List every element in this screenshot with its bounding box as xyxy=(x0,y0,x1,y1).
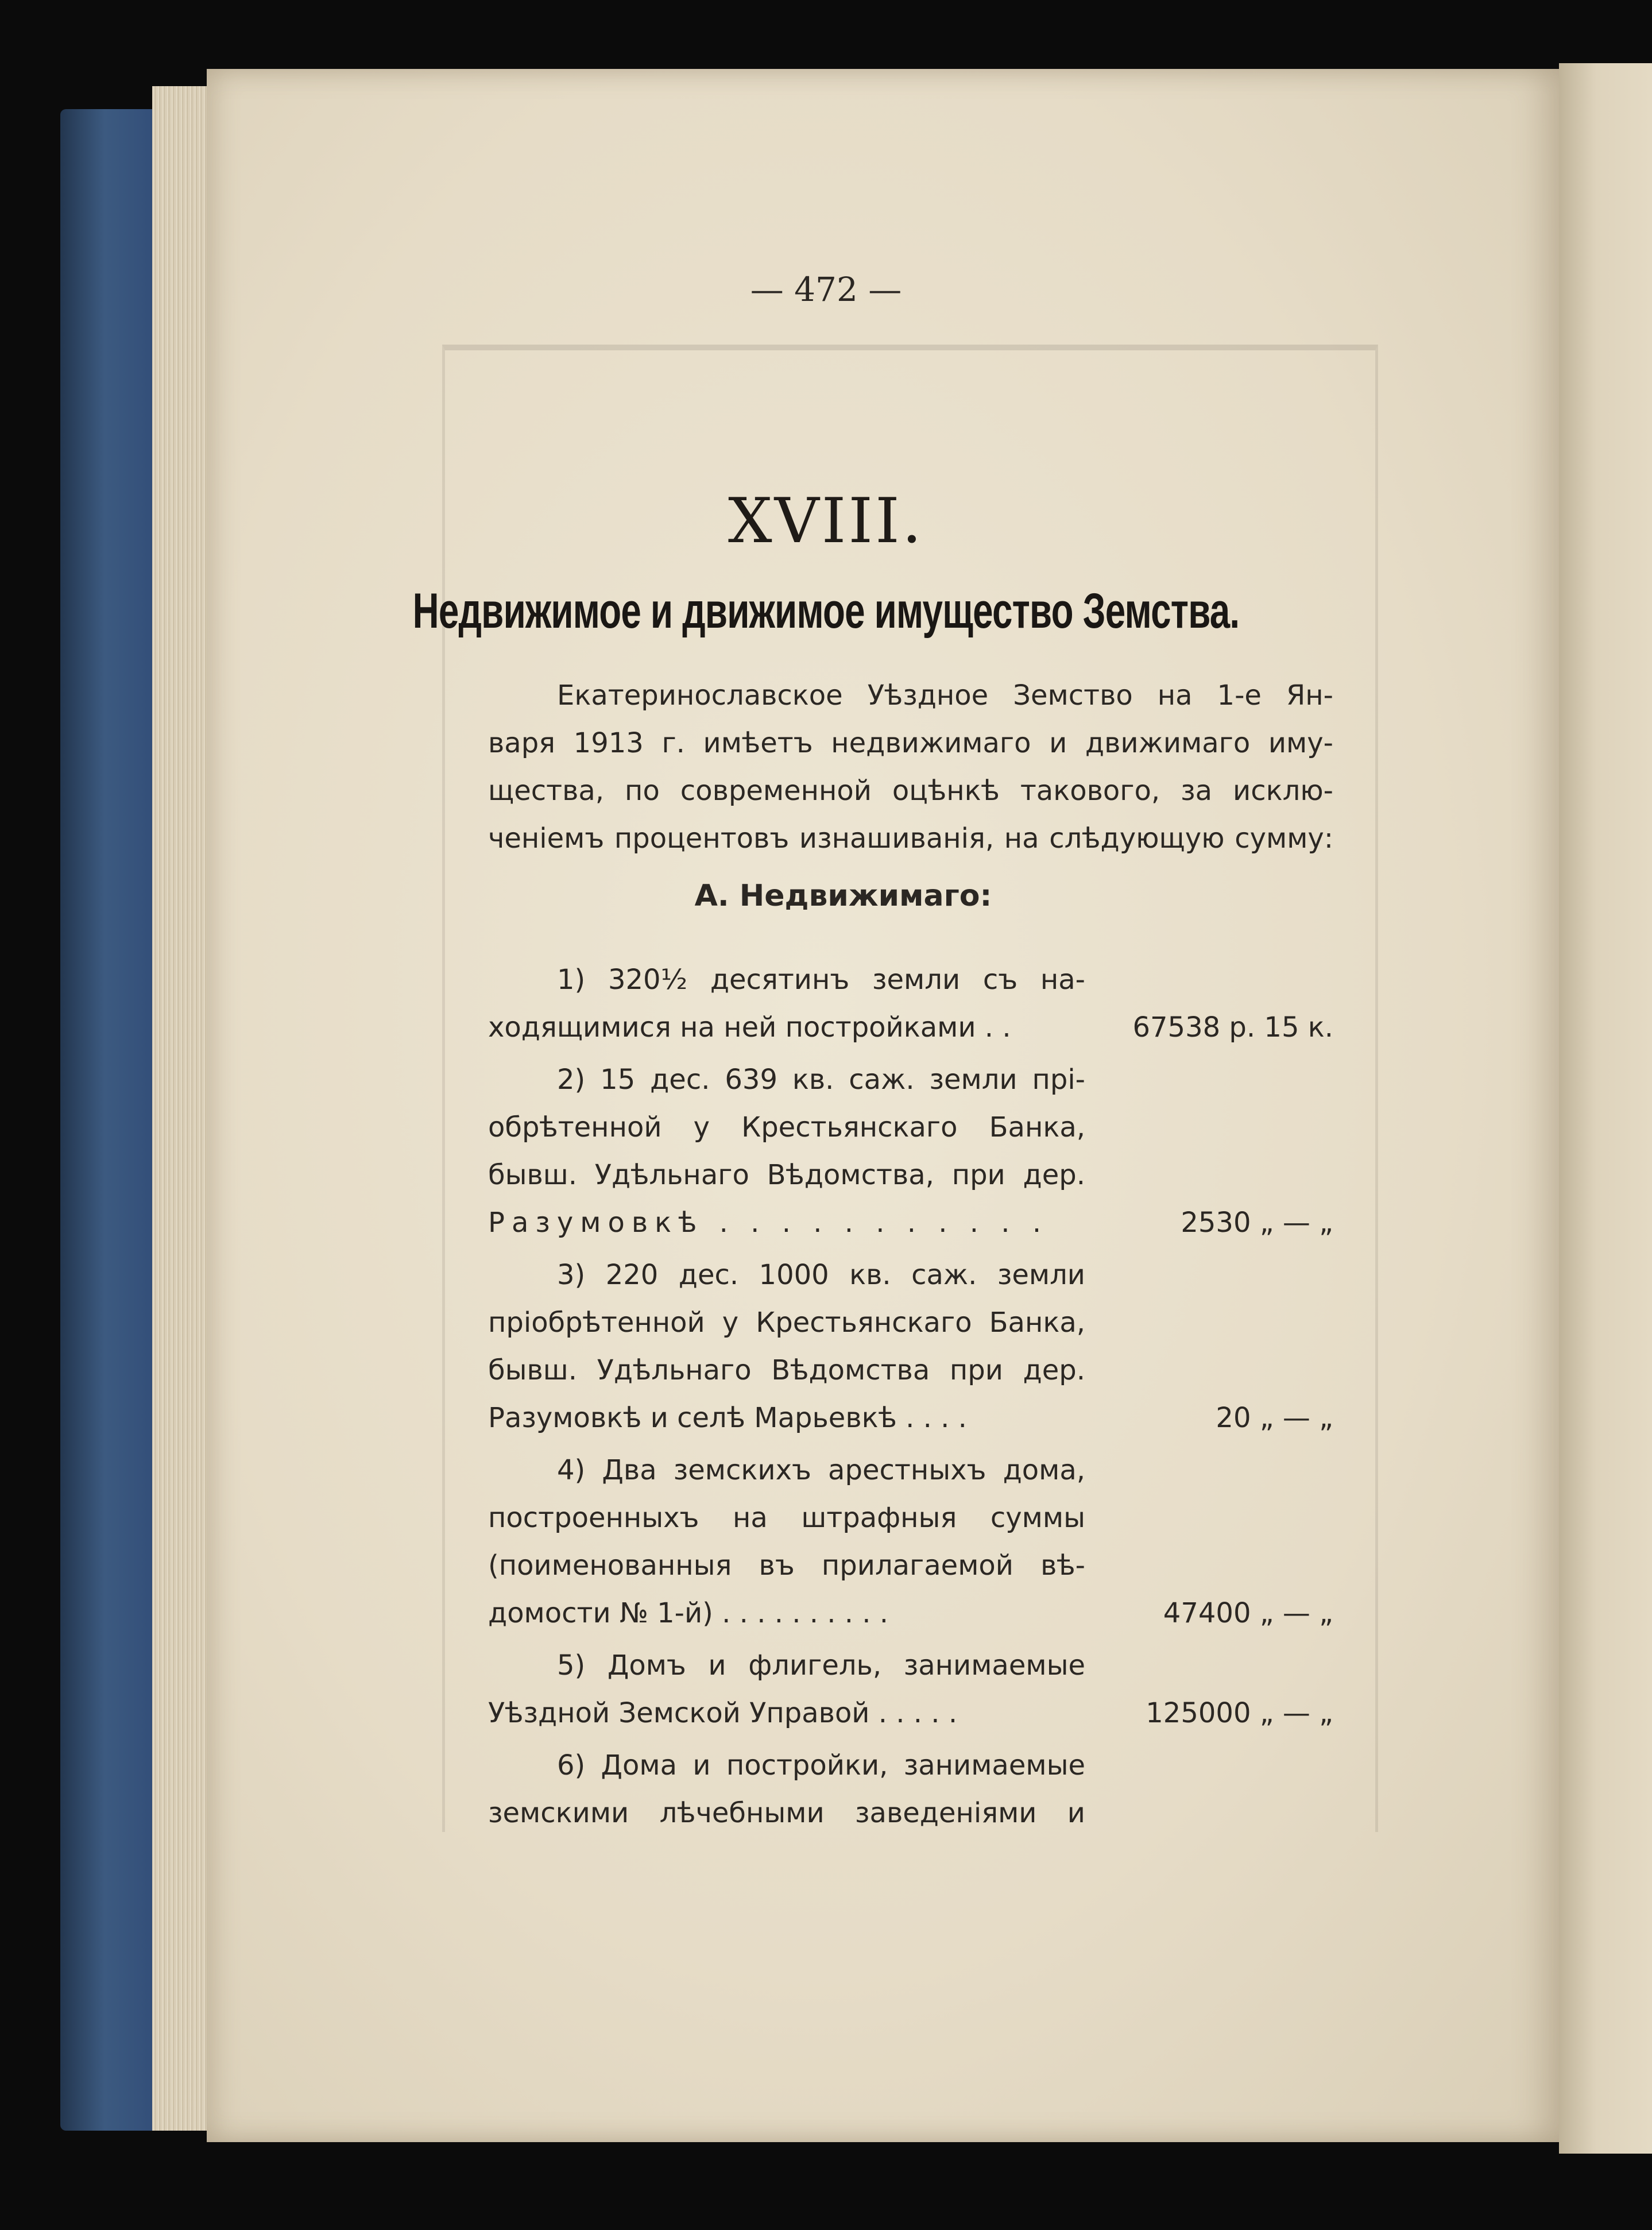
intro-line: щества, по современной оцѣнкѣ такового, за исклю- xyxy=(488,775,1333,807)
entry-line: 3) 220 дес. 1000 кв. саж. земли xyxy=(557,1259,1085,1291)
chapter-heading: Недвижимое и движимое имущество Земства. xyxy=(412,583,1240,639)
list-item xyxy=(488,1251,1333,1442)
intro-line: Екатеринославское Уѣздное Земство на 1-е Ян- xyxy=(557,679,1333,712)
chapter-number: XVIII. xyxy=(728,485,924,557)
entry-line: 6) Дома и постройки, занимаемые xyxy=(557,1749,1085,1781)
entry-amount: 20 „ — „ xyxy=(1216,1402,1333,1434)
intro-line: ченіемъ процентовъ изнашиванія, на слѣдующую сумму: xyxy=(488,822,1333,855)
list-item xyxy=(488,956,1333,1052)
entry-line: обрѣтенной у Крестьянскаго Банка, xyxy=(488,1111,1085,1143)
entry-amount: 2530 „ — „ xyxy=(1181,1207,1333,1239)
facing-page-edge xyxy=(1559,63,1652,2154)
list-item xyxy=(488,1742,1333,1837)
list-item xyxy=(488,1642,1333,1737)
entry-line: ходящимися на ней постройками . . xyxy=(488,1011,1011,1043)
entry-line: бывш. Удѣльнаго Вѣдомства при дер. xyxy=(488,1354,1085,1386)
entry-line: бывш. Удѣльнаго Вѣдомства, при дер. xyxy=(488,1159,1085,1191)
entry-line: земскими лѣчебными заведеніями и xyxy=(488,1797,1085,1829)
entry-amount: 47400 „ — „ xyxy=(1163,1597,1333,1629)
entry-line: 5) Домъ и флигель, занимаемые xyxy=(557,1649,1085,1682)
intro-paragraph xyxy=(488,672,1333,863)
entry-line: Разумовкѣ и селѣ Марьевкѣ . . . . xyxy=(488,1402,967,1434)
list-item xyxy=(488,1447,1333,1637)
intro-line: варя 1913 г. имѣетъ недвижимаго и движимаго иму- xyxy=(488,727,1333,759)
entry-line: 1) 320½ десятинъ земли съ на- xyxy=(557,964,1085,996)
entry-line: домости № 1-й) . . . . . . . . . . xyxy=(488,1597,889,1629)
entry-line: Разумовкѣ . . . . . . . . . . . xyxy=(488,1207,1049,1239)
entry-line: Уѣздной Земской Управой . . . . . xyxy=(488,1697,958,1729)
entry-line: 2) 15 дес. 639 кв. саж. земли прі- xyxy=(557,1064,1085,1096)
entry-line: 4) Два земскихъ арестныхъ дома, xyxy=(557,1454,1085,1486)
entry-line: пріобрѣтенной у Крестьянскаго Банка, xyxy=(488,1307,1085,1339)
section-title: А. Недвижимаго: xyxy=(694,879,992,913)
property-list xyxy=(488,956,1333,1842)
entry-line: (поименованныя въ прилагаемой вѣ- xyxy=(488,1549,1085,1582)
page-number: — 472 — xyxy=(750,270,902,309)
entry-line: построенныхъ на штрафныя суммы xyxy=(488,1502,1085,1534)
entry-amount: 67538 р. 15 к. xyxy=(1132,1011,1333,1043)
list-item xyxy=(488,1056,1333,1247)
entry-amount: 125000 „ — „ xyxy=(1146,1697,1333,1729)
